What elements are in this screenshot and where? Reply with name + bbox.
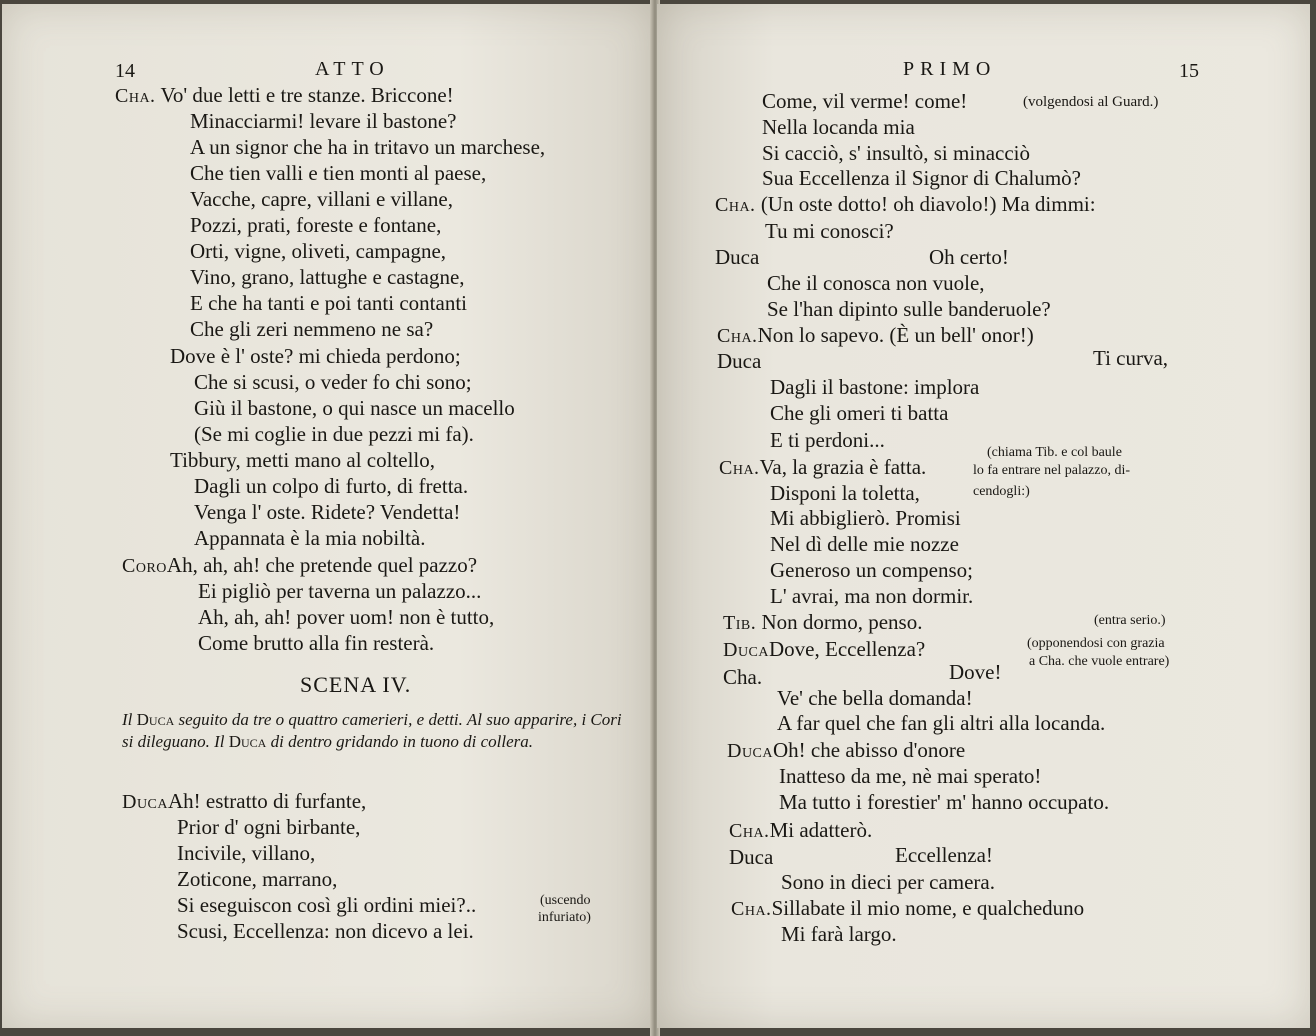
verse-line: Orti, vigne, oliveti, campagne, — [190, 239, 447, 263]
verse-line: Ve' che bella domanda! — [777, 686, 973, 710]
stage-note: a Cha. che vuole entrare) — [1029, 654, 1170, 669]
stage-note: (volgendosi al Guard.) — [1023, 94, 1159, 110]
verse-line: Zoticone, marrano, — [177, 867, 338, 891]
verse-line: (Se mi coglie in due pezzi mi fa). — [194, 422, 474, 446]
verse-line: Si eseguiscon così gli ordini miei?.. — [177, 893, 477, 917]
verse-line: Come brutto alla fin resterà. — [198, 631, 435, 655]
speaker-label: Coro — [122, 555, 167, 577]
verse-line: Dagli il bastone: implora — [770, 375, 980, 399]
running-head: ATTO — [315, 58, 390, 80]
verse-line: Pozzi, prati, foreste e fontane, — [190, 213, 442, 237]
verse-line: A un signor che ha in tritavo un marchese, — [190, 135, 546, 159]
stage-note: cendogli:) — [973, 484, 1030, 499]
verse-line: Che tien valli e tien monti al paese, — [190, 161, 487, 185]
page-number: 14 — [115, 60, 135, 82]
verse-line: Giù il bastone, o qui nasce un macello — [194, 396, 515, 420]
stage-note: (uscendo — [540, 893, 591, 908]
verse-line: Appannata è la mia nobiltà. — [194, 526, 426, 550]
speaker-label: Cha. — [719, 457, 760, 479]
speaker-label: Duca — [727, 740, 774, 762]
speaker-label: Duca — [122, 791, 169, 813]
verse-line: DucaAh! estratto di furfante, — [122, 789, 367, 813]
verse-line: Che gli zeri nemmeno ne sa? — [190, 317, 434, 341]
verse-line: Ma tutto i forestier' m' hanno occupato. — [779, 790, 1110, 814]
verse-line: CoroAh, ah, ah! che pretende quel pazzo? — [122, 553, 478, 577]
verse-line: Se l'han dipinto sulle banderuole? — [767, 297, 1051, 321]
verse-line: L' avrai, ma non dormir. — [770, 584, 974, 608]
stage-note: infuriato) — [538, 910, 591, 925]
verse-line: Che il conosca non vuole, — [767, 271, 985, 295]
verse-line: Tibbury, metti mano al coltello, — [170, 448, 436, 472]
verse-line: Nella locanda mia — [762, 115, 915, 139]
speaker-label: Duca — [715, 245, 760, 269]
speaker-label: Duca — [717, 349, 762, 373]
verse-line: Vacche, capre, villani e villane, — [190, 187, 453, 211]
verse-line: Incivile, villano, — [177, 841, 316, 865]
verse-line: Generoso un compenso; — [770, 558, 973, 582]
verse-line: E ti perdoni... — [770, 428, 885, 452]
verse-line: Si cacciò, s' insultò, si minacciò — [762, 141, 1030, 165]
verse-line: Mi abbiglierò. Promisi — [770, 506, 961, 530]
verse-line: Cha.Mi adatterò. — [729, 818, 873, 842]
right-page — [657, 4, 1310, 1028]
verse-line: Dove! — [949, 660, 1002, 684]
verse-line: Dagli un colpo di furto, di fretta. — [194, 474, 469, 498]
verse-line: Vino, grano, lattughe e castagne, — [190, 265, 465, 289]
speaker-label: Duca — [729, 845, 774, 869]
verse-line: Prior d' ogni birbante, — [177, 815, 361, 839]
speaker-label: Duca — [723, 639, 770, 661]
speaker-label: Tib. — [723, 612, 757, 634]
verse-line: Nel dì delle mie nozze — [770, 532, 959, 556]
speaker-label: Cha. — [717, 325, 758, 347]
verse-line: Minacciarmi! levare il bastone? — [190, 109, 457, 133]
verse-line: Venga l' oste. Ridete? Vendetta! — [194, 500, 461, 524]
verse-line: Oh certo! — [929, 245, 1009, 269]
verse-line: DucaOh! che abisso d'onore — [727, 738, 966, 762]
page-number: 15 — [1179, 60, 1199, 82]
verse-line: Dove è l' oste? mi chieda perdono; — [170, 344, 461, 368]
verse-line: Come, vil verme! come! — [762, 89, 968, 113]
verse-line: Ah, ah, ah! pover uom! non è tutto, — [198, 605, 495, 629]
verse-line: Sono in dieci per camera. — [781, 870, 995, 894]
verse-line: Ei pigliò per taverna un palazzo... — [198, 579, 482, 603]
verse-line: DucaDove, Eccellenza? — [723, 637, 926, 661]
verse-line: Inatteso da me, nè mai sperato! — [779, 764, 1042, 788]
verse-line: Cha.Non lo sapevo. (È un bell' onor!) — [717, 323, 1034, 347]
verse-line: Ti curva, — [1093, 346, 1169, 370]
verse-line: E che ha tanti e poi tanti contanti — [190, 291, 467, 315]
stage-note: (entra serio.) — [1094, 613, 1166, 628]
speaker-label: Cha. — [731, 898, 772, 920]
verse-line: Tib. Non dormo, penso. — [723, 610, 923, 634]
verse-line: Cha. (Un oste dotto! oh diavolo!) Ma dimmi: — [715, 192, 1096, 216]
verse-line: Eccellenza! — [895, 843, 993, 867]
verse-line: Sua Eccellenza il Signor di Chalumò? — [762, 166, 1081, 190]
verse-line: Che si scusi, o veder fo chi sono; — [194, 370, 472, 394]
stage-note: (opponendosi con grazia — [1027, 636, 1165, 651]
verse-line: Cha.Va, la grazia è fatta. — [719, 455, 927, 479]
speaker-label: Cha. — [715, 194, 756, 216]
speaker-label: Cha. — [729, 820, 770, 842]
stage-note: (chiama Tib. e col baule — [987, 445, 1122, 460]
verse-line: Mi farà largo. — [781, 922, 897, 946]
verse-line: Cha. Vo' due letti e tre stanze. Briccone! — [115, 83, 454, 107]
stage-direction: Il Duca seguito da tre o quattro camerieri, e detti. Al suo apparire, i Cori si dileguano. Il Duca di dentro gridando in tuono di collera. — [122, 710, 622, 751]
left-page — [2, 4, 653, 1028]
scene-title: SCENA IV. — [300, 672, 412, 697]
running-head: PRIMO — [903, 58, 997, 80]
speaker-label: Cha. — [115, 85, 156, 107]
verse-line: A far quel che fan gli altri alla locanda. — [777, 711, 1106, 735]
speaker-label: Cha. — [723, 665, 763, 689]
verse-line: Disponi la toletta, — [770, 481, 920, 505]
stage-note: lo fa entrare nel palazzo, di- — [973, 463, 1131, 478]
verse-line: Che gli omeri ti batta — [770, 401, 949, 425]
verse-line: Cha.Sillabate il mio nome, e qualcheduno — [731, 896, 1085, 920]
verse-line: Scusi, Eccellenza: non dicevo a lei. — [177, 919, 474, 943]
verse-line: Tu mi conosci? — [765, 219, 894, 243]
